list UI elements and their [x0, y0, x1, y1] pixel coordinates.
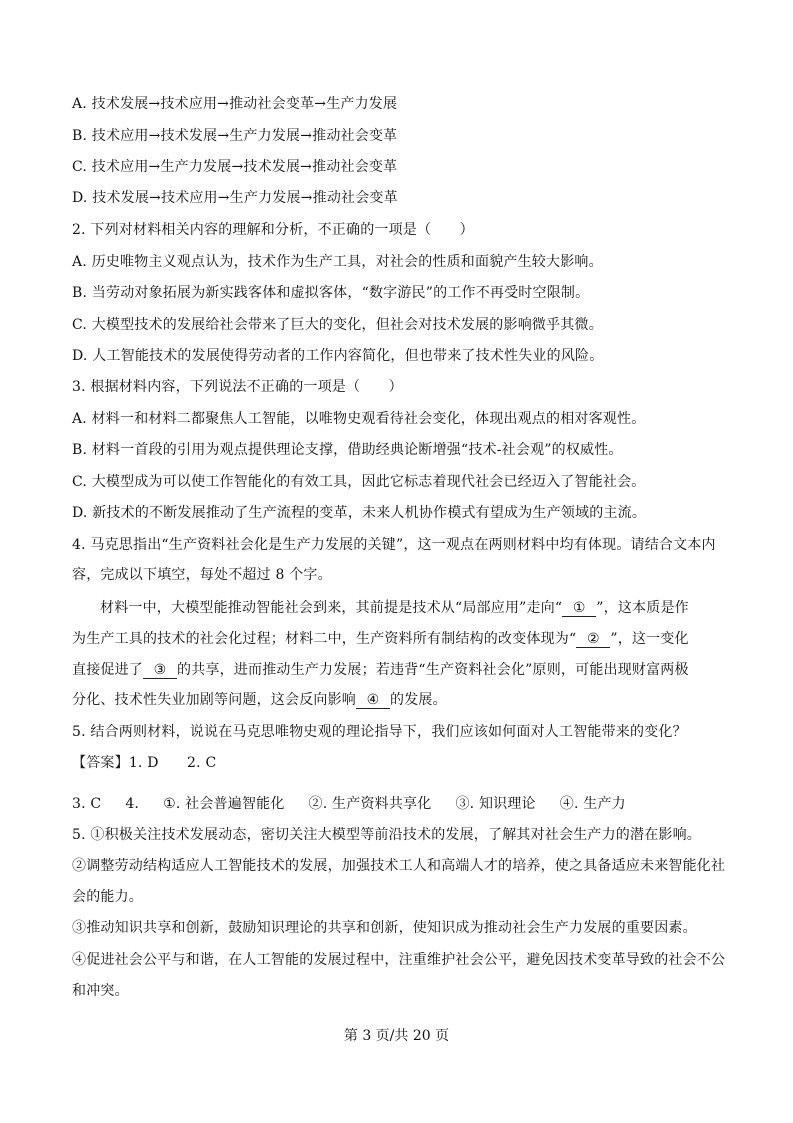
answer-4-blank-3: ③. 知识理论 [455, 796, 536, 812]
page-number: 第 3 页/共 20 页 [343, 1028, 450, 1044]
q4-text: 的发展。 [390, 692, 447, 708]
answer-line-1 [72, 753, 216, 773]
q1-option-a: A. 技术发展→技术应用→推动社会变革→生产力发展 [72, 96, 398, 112]
answer-5-point-2-cont: 会的能力。 [72, 889, 143, 905]
q5-stem: 5. 结合两则材料，说说在马克思唯物史观的理论指导下，我们应该如何面对人工智能带来的变化？ [72, 724, 687, 740]
fill-blank-3: ③ [143, 662, 177, 679]
answer-4-label: 4. [125, 796, 140, 812]
q4-paragraph-line1 [100, 598, 689, 618]
q4-text: ”，这一变化 [610, 631, 689, 647]
q4-text: 的共享，进而推动生产力发展；若违背“生产资料社会化”原则，可能出现财富两极 [177, 662, 689, 678]
q2-option-b: B. 当劳动对象拓展为新实践客体和虚拟客体，“数字游民”的工作不再受时空限制。 [72, 285, 590, 301]
q1-option-d: D. 技术发展→技术应用→生产力发展→推动社会变革 [72, 190, 398, 206]
fill-blank-2: ② [576, 631, 610, 648]
answer-5-point-1: 5. ①积极关注技术发展动态，密切关注大模型等前沿技术的发展，了解其对社会生产力的潜在影响。 [72, 827, 702, 843]
q2-option-c: C. 大模型技术的发展给社会带来了巨大的变化，但社会对技术发展的影响微乎其微。 [72, 317, 603, 333]
q4-text: 直接促进了 [72, 662, 143, 678]
q1-option-b: B. 技术应用→技术发展→生产力发展→推动社会变革 [72, 128, 398, 144]
answer-3: 3. C [72, 796, 102, 812]
answer-5-point-4-cont: 和冲突。 [72, 983, 129, 999]
answer-4-blank-2: ②. 生产资料共享化 [308, 796, 432, 812]
q4-text: ”，这本质是作 [596, 600, 689, 616]
answer-4-blank-4: ④. 生产力 [559, 796, 626, 812]
q3-option-b: B. 材料一首段的引用为观点提供理论支撑，借助经典论断增强“技术-社会观”的权威性。 [72, 442, 623, 458]
q4-paragraph-line4 [72, 690, 447, 710]
answer-4-blank-1: ①. 社会普遍智能化 [163, 796, 285, 812]
q3-stem: 3. 根据材料内容，下列说法不正确的一项是（ ） [72, 379, 403, 395]
q2-option-d: D. 人工智能技术的发展使得劳动者的工作内容简化，但也带来了技术性失业的风险。 [72, 348, 604, 364]
answer-5-point-4: ④促进社会公平与和谐，在人工智能的发展过程中，注重维护社会公平，避免因技术变革导致的社会不公 [72, 952, 726, 968]
q4-text: 材料一中，大模型能推动智能社会到来，其前提是技术从“局部应用”走向“ [100, 600, 563, 616]
q3-option-a: A. 材料一和材料二都聚焦人工智能，以唯物史观看待社会变化，体现出观点的相对客观性。 [72, 411, 646, 427]
q4-paragraph-line2 [72, 629, 689, 649]
q4-stem-line2: 容，完成以下填空，每处不超过 8 个字。 [72, 567, 332, 583]
answer-5-point-3: ③推动知识共享和创新，鼓励知识理论的共享和创新，使知识成为推动社会生产力发展的重要因素。 [72, 920, 697, 936]
answer-line-2 [72, 794, 650, 814]
q4-text: 分化、技术性失业加剧等问题，这会反向影响 [72, 692, 356, 708]
answer-5-point-2: ②调整劳动结构适应人工智能技术的发展，加强技术工人和高端人才的培养，使之具备适应未来智能化社 [72, 858, 726, 874]
q3-option-c: C. 大模型成为可以使工作智能化的有效工具，因此它标志着现代社会已经迈入了智能社会。 [72, 474, 646, 490]
fill-blank-4: ④ [356, 692, 390, 709]
q4-paragraph-line3 [72, 660, 689, 680]
answer-1-2: 1. D 2. C [128, 755, 217, 771]
q2-stem: 2. 下列对材料相关内容的理解和分析，不正确的一项是（ ） [72, 222, 474, 238]
q4-text: 为生产工具的技术的社会化过程；材料二中，生产资料所有制结构的改变体现为“ [72, 631, 577, 647]
q3-option-d: D. 新技术的不断发展推动了生产流程的变革，未来人机协作模式有望成为生产领域的主流。 [72, 505, 647, 521]
answer-label: 【答案】 [72, 755, 129, 771]
q4-stem-line1: 4. 马克思指出“生产资料社会化是生产力发展的关键”，这一观点在两则材料中均有体现。请结合文本内 [72, 537, 716, 553]
q2-option-a: A. 历史唯物主义观点认为，技术作为生产工具，对社会的性质和面貌产生较大影响。 [72, 254, 603, 270]
fill-blank-1: ① [562, 600, 596, 617]
q1-option-c: C. 技术应用→生产力发展→技术发展→推动社会变革 [72, 159, 398, 175]
